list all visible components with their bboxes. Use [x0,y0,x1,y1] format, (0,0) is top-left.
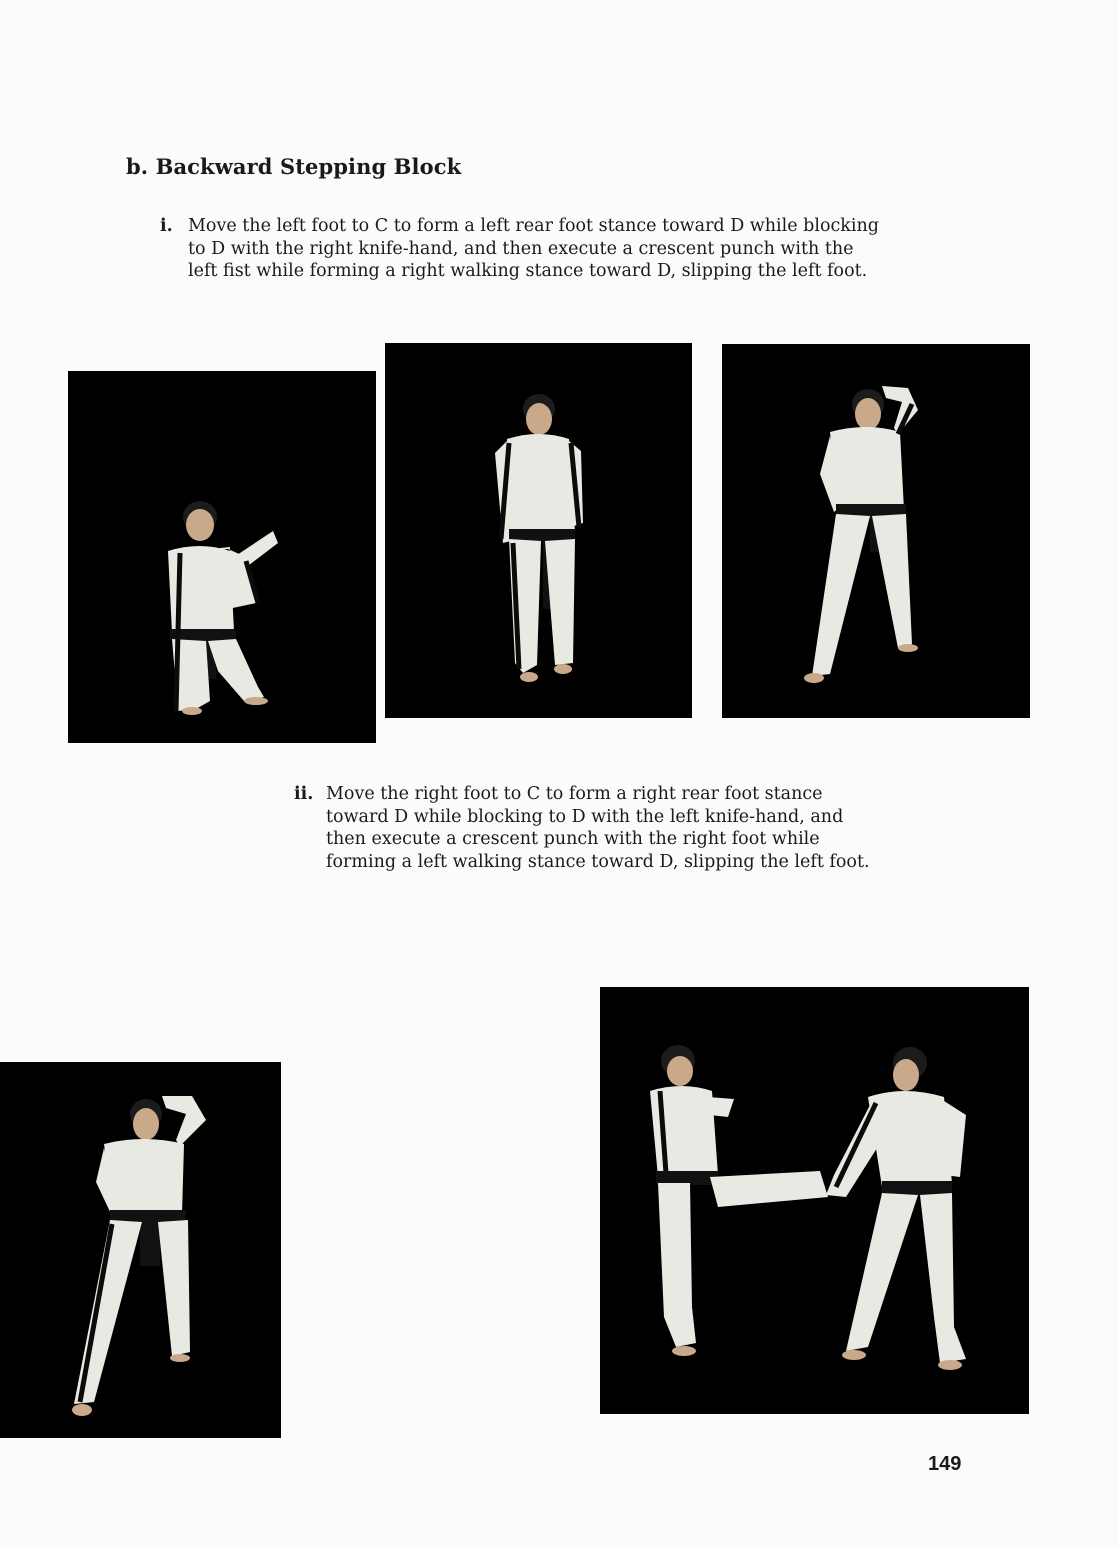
martial-artist-rear-stance-icon [68,371,376,743]
photo-knife-hand-block [722,344,1030,718]
step-ii [294,783,888,873]
step-number: ii. [294,784,314,804]
page-number: 149 [928,1453,962,1475]
martial-artist-walking-stance-icon [385,343,692,718]
photo-walking-stance [385,343,692,718]
martial-artist-high-block-icon [0,1062,281,1438]
two-martial-artists-kick-icon [600,987,1029,1414]
section-heading: b. Backward Stepping Block [126,154,462,179]
martial-artist-knife-hand-block-icon [722,344,1030,718]
photo-crescent-kick-pair [600,987,1029,1414]
photo-rear-foot-stance [68,371,376,743]
step-number: i. [160,216,173,236]
step-text: Move the left foot to C to form a left rear foot stance toward D while blocking to D with the right knife-hand, and then execute a crescent punch with the left fist while forming a right walking stance toward D, slipping the left foot. [188,216,879,281]
step-i [160,215,888,283]
step-text: Move the right foot to C to form a right rear foot stance toward D while blocking to D with the left knife-hand, and then execute a crescent punch with the right foot while forming a left walking stance toward D, slipping the left foot. [326,784,870,872]
photo-high-block [0,1062,281,1438]
